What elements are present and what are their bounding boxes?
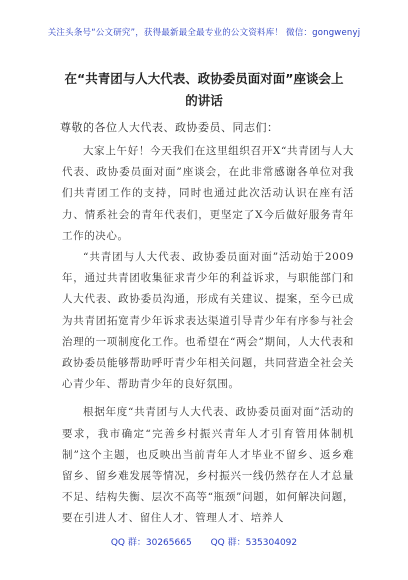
document-title: 在“共青团与人大代表、政协委员面对面”座谈会上的讲话 xyxy=(64,71,344,108)
footer-qq-group-2: QQ 群：535304092 xyxy=(210,538,298,548)
footer-qq-group-1: QQ 群：30265665 xyxy=(110,538,192,548)
paragraph: 大家上午好！今天我们在这里组织召开X“共青团与人大代表、政协委员面对面”座谈会，在此非常感谢各单位对我们共青团工作的支持，同时也通过此次活动认识在座有活力、情系社会的青年代表们，更坚定了X今后做好服务青年工作的决心。 xyxy=(62,145,354,242)
paragraph: “共青团与人大代表、政协委员面对面”活动始于2009年，通过共青团收集征求青少年的利益诉求，与职能部门和人大代表、政协委员沟通，形成有关建议、提案，至今已成为共青团拓宽青少年诉求表达渠道引导青少年有序参与社会治理的一项制度化工作。也希望在“两会”期间，人大代表和政协委员能够帮助呼吁青少年相关问题，共同营造全社会关心青少年、帮助青少年的良好氛围。 xyxy=(62,251,354,391)
footer-contact xyxy=(0,535,408,548)
header-promo-note: 关注头条号“公文研究”，获得最新最全最专业的公文资料库！ 微信：gongwenyj xyxy=(47,28,361,38)
paragraph: 根据年度“共青团与人大代表、政协委员面对面”活动的要求，我市确定“完善乡村振兴青年人才引育管用体制机制”这个主题，也反映出当前青年人才毕业不留乡、返乡难留乡、留乡难发展等情况，乡村振兴一线仍然存在人才总量不足、结构失衡、层次不高等“瓶颈”问题，如何解决问题，要在引进人才、留住人才、管理人才、培养人 xyxy=(62,406,354,525)
salutation: 尊敬的各位人大代表、政协委员、同志们： xyxy=(60,121,279,134)
document-body xyxy=(62,141,354,530)
